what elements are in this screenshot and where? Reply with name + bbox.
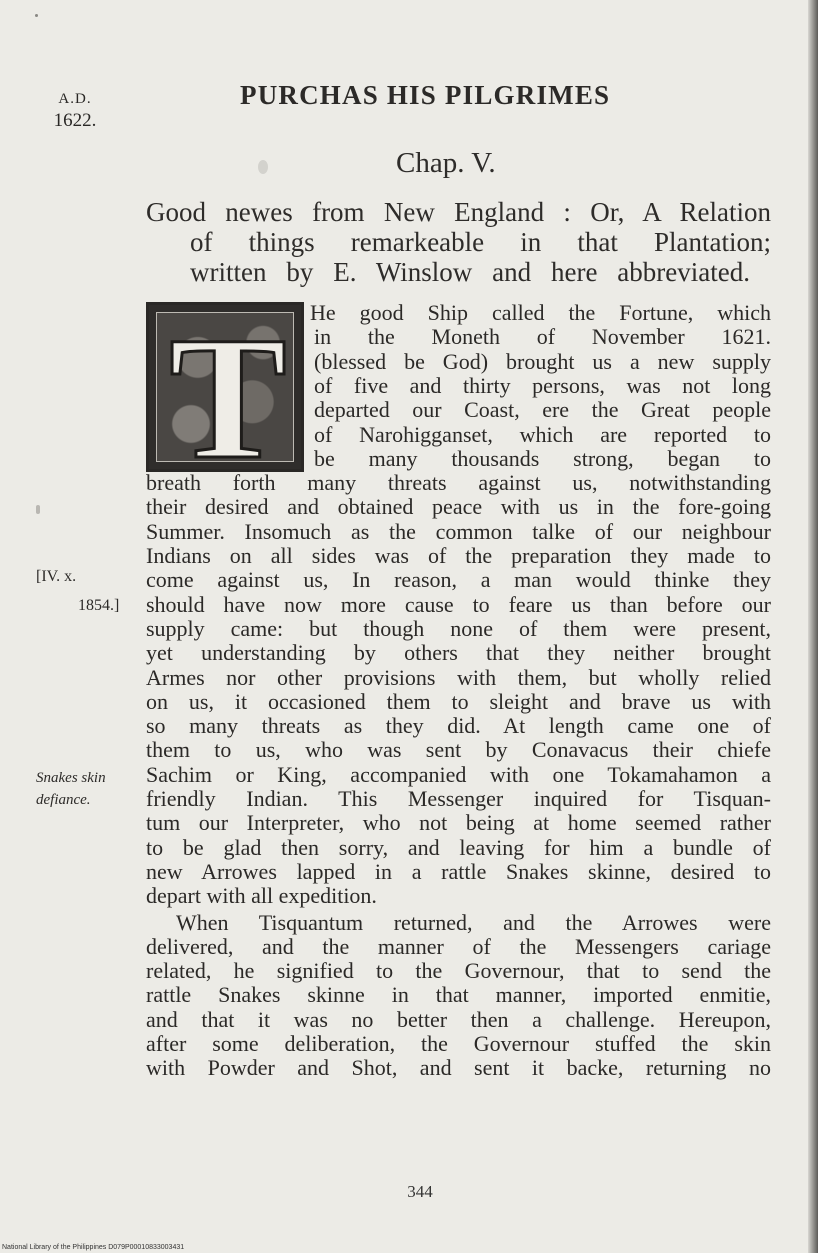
body-line: friendly Indian. This Messenger inquired for Tisquan- [146, 786, 771, 811]
body-line: so many threats as they did. At length came one of [146, 713, 771, 739]
body-line: with Powder and Shot, and sent it backe, returning no [146, 1055, 771, 1081]
body-line: their desired and obtained peace with us in the fore-going [146, 494, 771, 520]
body-line: tum our Interpreter, who not being at home seemed rather [146, 810, 771, 836]
body-line: supply came: but though none of them were present, [146, 615, 771, 641]
body-line: them to us, who was sent by Conavacus their chiefe [146, 737, 771, 763]
body-line: related, he signified to the Governour, that to send the [146, 958, 771, 984]
margin-year-value: 1622. [53, 110, 97, 131]
body-line: should have now more cause to feare us than before our [146, 591, 771, 617]
body-line: come against us, In reason, a man would thinke they [146, 567, 771, 593]
body-line: rattle Snakes skinne in that manner, imported enmitie, [146, 982, 771, 1008]
body-line: depart with all expedition. [146, 883, 377, 909]
body-line: on us, it occasioned them to sleight and brave us with [146, 688, 771, 714]
side-note-line-1: Snakes skin [36, 770, 106, 786]
body-line: delivered, and the manner of the Messengers cariage [146, 933, 771, 959]
chapter-heading: Chap. V. [396, 147, 496, 179]
speck [36, 505, 40, 514]
page-number: 344 [407, 1182, 433, 1201]
body-line: When Tisquantum returned, and the Arrowes were [176, 909, 771, 935]
title-line-1: Good newes from New England : Or, A Relation [146, 197, 771, 227]
drop-cap-letter [149, 305, 307, 475]
speck [258, 160, 268, 174]
citation-line-1: [IV. x. [36, 568, 77, 585]
running-head: PURCHAS HIS PILGRIMES [240, 80, 611, 110]
title-line-3: written by E. Winslow and here abbreviated. [190, 257, 750, 287]
citation-line-2: 1854.] [78, 597, 120, 614]
speck [35, 14, 38, 17]
body-line: breath forth many threats against us, notwithstanding [146, 470, 771, 496]
body-line: of Narohigganset, which are reported to [314, 421, 771, 447]
svg-text:T: T [169, 305, 287, 475]
body-line: departed our Coast, ere the Great people [314, 397, 771, 423]
body-line: Summer. Insomuch as the common talke of our neighbour [146, 518, 771, 544]
body-line: after some deliberation, the Governour stuffed the skin [146, 1031, 771, 1056]
body-line: He good Ship called the Fortune, which [310, 300, 771, 325]
margin-ad: A.D. [58, 91, 92, 107]
body-line: be many thousands strong, began to [314, 445, 771, 471]
body-line: and that it was no better then a challenge. Hereupon, [146, 1006, 771, 1032]
margin-year [40, 88, 110, 132]
body-line: Indians on all sides was of the preparation they made to [146, 543, 771, 568]
body-line: to be glad then sorry, and leaving for him a bundle of [146, 834, 771, 860]
body-line: in the Moneth of November 1621. [314, 324, 771, 350]
body-line: of five and thirty persons, was not long [314, 372, 771, 398]
body-line: new Arrowes lapped in a rattle Snakes skinne, desired to [146, 858, 771, 884]
page-edge [808, 0, 818, 1253]
title-line-2: of things remarkeable in that Plantation; [190, 227, 771, 257]
body-line: yet understanding by others that they neither brought [146, 640, 771, 666]
body-line: Armes nor other provisions with them, but wholly relied [146, 664, 771, 690]
side-note-line-2: defiance. [36, 792, 91, 808]
footer-credit: National Library of the Philippines D079P00010833003431 [2, 1244, 185, 1251]
drop-cap-initial [146, 302, 304, 475]
body-line: Sachim or King, accompanied with one Tokamahamon a [146, 761, 771, 787]
body-line: (blessed be God) brought us a new supply [314, 348, 771, 374]
